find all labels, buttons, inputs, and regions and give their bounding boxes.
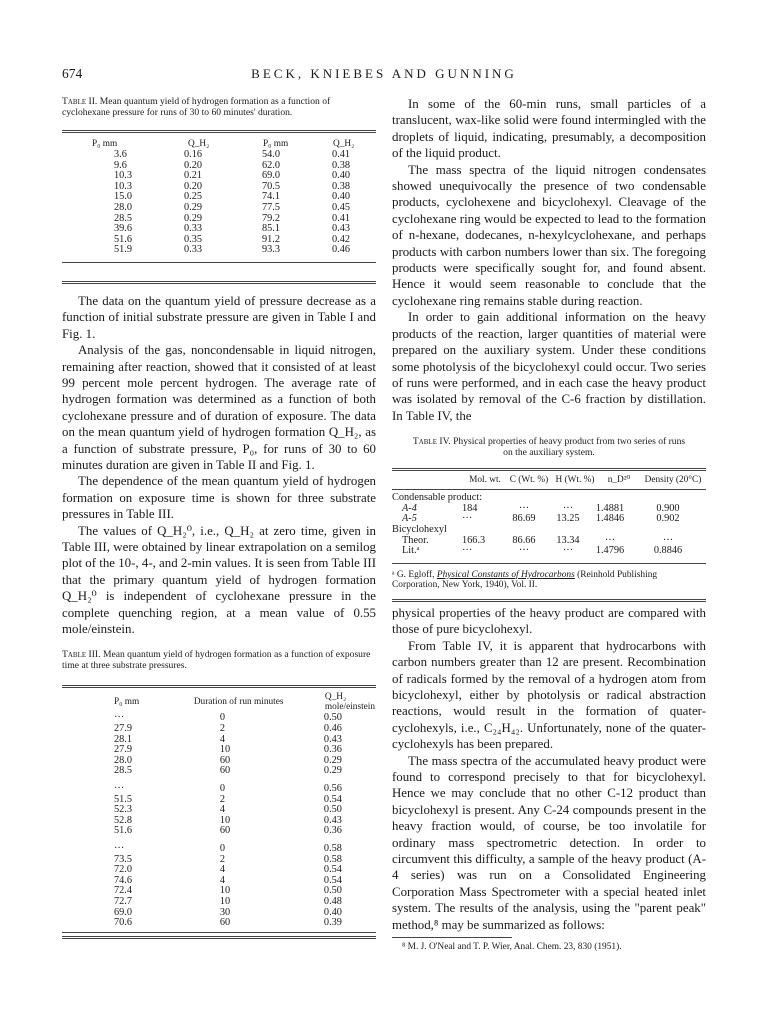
- table-row: [62, 245, 376, 256]
- table3-cell: 60: [219, 825, 231, 837]
- table3-cell: 0.36: [323, 744, 342, 756]
- table3-cell: 28.1: [114, 733, 133, 745]
- table2-cell: 0.20: [184, 159, 203, 171]
- table4-cell: 13.34: [556, 534, 580, 546]
- table2-cell: 0.38: [332, 180, 351, 192]
- table3-bottom-rule: [62, 932, 376, 933]
- table-row: [62, 918, 376, 929]
- table3-cell: 2: [219, 723, 225, 735]
- table4-header-row: [392, 474, 706, 486]
- table-row: [62, 150, 376, 161]
- table2-cell: 15.0: [114, 191, 133, 203]
- paragraph: physical properties of the heavy product are compared with those of pure bicyclohexyl.: [392, 605, 706, 637]
- table4-header: H (Wt. %): [555, 475, 595, 486]
- table3-cell: 52.3: [114, 804, 133, 816]
- table2-cell: 93.3: [262, 244, 281, 256]
- right-column: [392, 96, 706, 953]
- table3-cell: 4: [219, 804, 225, 816]
- table3-cell: 4: [219, 874, 225, 886]
- table2-body: [62, 150, 376, 256]
- running-head: BECK, KNIEBES AND GUNNING: [251, 66, 517, 81]
- table2-cell: 0.40: [332, 170, 351, 182]
- table2-cell: 0.41: [332, 149, 351, 160]
- column-rule: [62, 281, 376, 284]
- table2-cell: 74.1: [262, 191, 281, 203]
- table4-cell: 184: [462, 502, 478, 514]
- paragraph: The values of Q_H₂⁰, i.e., Q_H₂ at zero time, given in Table III, were obtained by linear extrapolation on a semilog plot of the 10-, 4-, and 2-min values. It is seen from Table III that the primary quantum yield of hydrogen formation Q_H₂⁰ is independent of cyclohexane pressure in the complete quenching region, at a mean value of 0.55 mole/einstein.: [62, 523, 376, 637]
- table3-cell: 0.40: [323, 906, 342, 918]
- table4-cell: 1.4881: [595, 502, 625, 514]
- paragraph: In some of the 60-min runs, small particles of a translucent, wax-like solid were found intermingled with the droplets of liquid, indicating, presumably, a decomposition of the liquid product.: [392, 97, 706, 161]
- table3-cell: 0.36: [323, 825, 342, 837]
- table2-cell: 91.2: [262, 233, 281, 245]
- table4-end-rule: [392, 599, 706, 602]
- table4-cell: ···: [604, 534, 616, 546]
- table-row: [62, 203, 376, 214]
- table4-cell: ···: [518, 502, 530, 514]
- table3-caption: [62, 649, 376, 671]
- table2-label: Table II.: [62, 96, 98, 107]
- table3-cell: 0.56: [323, 783, 342, 795]
- table3-cell: 51.5: [114, 793, 133, 805]
- table3-cell: 0.48: [323, 895, 342, 907]
- table4-section-label: Bicyclohexyl: [392, 523, 447, 535]
- table3-cell: 0.46: [323, 723, 342, 735]
- table4-cell: ···: [518, 545, 530, 557]
- table3-cell: 0.50: [323, 804, 342, 816]
- table4-label: Table IV.: [412, 436, 451, 448]
- table2-cell: 39.6: [114, 223, 133, 235]
- table3-cell: 10: [219, 895, 231, 907]
- table4-cell: 166.3: [462, 534, 486, 546]
- table4-cell: ···: [562, 545, 574, 557]
- table3-cell: 0.54: [323, 793, 342, 805]
- table3-cell: 2: [219, 793, 225, 805]
- table3-cell: 0.58: [323, 843, 342, 854]
- table2-cell: 0.45: [332, 201, 351, 213]
- table4-caption: [392, 436, 706, 458]
- table3-cell: 60: [219, 917, 231, 929]
- table4-cell: 13.25: [556, 513, 580, 525]
- table2-cell: 79.2: [262, 212, 281, 224]
- table4-bottom-rule: [392, 563, 706, 564]
- table3-cell: 10: [219, 814, 231, 826]
- table3-cell: 60: [219, 754, 231, 766]
- table3-cell: 4: [219, 864, 225, 876]
- table4-header: C (Wt. %): [509, 475, 549, 486]
- paragraph: In order to gain additional information on the heavy products of the reaction, larger quantities of material were prepared on the auxiliary system. Under these conditions some photolysis of the bicyclohexyl could occur. Two series of runs were performed, and in each case the heavy product was isolated by removal of the C-6 fraction by distillation. In Table IV, the: [392, 310, 706, 423]
- table4-header: Mol. wt.: [469, 475, 501, 486]
- table2-cell: 51.6: [114, 233, 133, 245]
- table-row: [392, 546, 706, 557]
- table2-cell: 85.1: [262, 223, 281, 235]
- table4-body-table: [392, 493, 706, 557]
- table4-cell: ···: [562, 502, 574, 514]
- table-row: [62, 826, 376, 837]
- table3-cell: ···: [114, 783, 125, 795]
- table4-cell: 0.900: [656, 502, 680, 514]
- table2-header: Q_H₂: [188, 139, 210, 149]
- table3-cell: 72.4: [114, 885, 133, 897]
- table-row: [62, 182, 376, 193]
- table3-label: Table III.: [62, 649, 101, 661]
- table3-cell: 51.6: [114, 825, 133, 837]
- table-row: [62, 224, 376, 235]
- table-row: [62, 235, 376, 246]
- table2-cell: 0.20: [184, 180, 203, 192]
- table4-footnote: ᵃ G. Egloff, Physical Constants of Hydrocarbons (Reinhold Publishing Corporation, New York, 1940), Vol. II.: [392, 569, 658, 591]
- table2-cell: 69.0: [262, 170, 281, 182]
- table3-header: Duration of run minutes: [193, 697, 284, 708]
- table4-cell: A-4: [402, 502, 417, 514]
- table3-cell: 0: [219, 843, 225, 854]
- table-row: [62, 214, 376, 225]
- table3-cell: 74.6: [114, 874, 133, 886]
- paragraph: The data on the quantum yield of pressure decrease as a function of initial substrate pressure are given in Table I and Fig. 1.: [62, 293, 376, 341]
- table3-cell: 0.50: [323, 712, 342, 724]
- table2: [62, 138, 376, 256]
- table2-cell: 0.16: [184, 149, 203, 160]
- table3-caption-text: Mean quantum yield of hydrogen formation as a function of exposure time at three substrate pressures.: [62, 649, 371, 672]
- page-number: 674: [62, 66, 83, 81]
- table2-header: Q_H₂: [333, 139, 355, 149]
- table2-cell: 0.43: [332, 223, 351, 235]
- table3-cell: 10: [219, 885, 231, 897]
- table2-cell: 0.42: [332, 233, 351, 245]
- table4-cell: 1.4796: [595, 545, 625, 557]
- table4-header: Density (20°C): [644, 475, 702, 486]
- paragraph: Analysis of the gas, noncondensable in liquid nitrogen, remaining after reaction, showed that it consisted of at least 99 percent mole percent hydrogen. The average rate of hydrogen formation was determined as a function of both cyclohexane pressure and of duration of exposure. The data on the mean quantum yield of hydrogen formation Q_H₂, as a function of substrate pressure, P₀, for runs of 30 to 60 minutes duration are given in Table II and Fig. 1.: [62, 343, 376, 472]
- table3-cell: 60: [219, 765, 231, 777]
- table4-header-stub: [392, 474, 464, 486]
- table3-cell: 0.54: [323, 874, 342, 886]
- column-bottom-rule: [62, 936, 376, 939]
- table2-cell: 51.9: [114, 244, 133, 256]
- table2-cell: 0.21: [184, 170, 203, 182]
- table2-bottom-rule: [62, 262, 376, 263]
- table-row: [62, 171, 376, 182]
- table2-cell: 0.33: [184, 244, 203, 256]
- table2-cell: 10.3: [114, 180, 133, 192]
- table4-section-label: Condensable product:: [392, 492, 483, 504]
- table3-cell: 72.0: [114, 864, 133, 876]
- table2-cell: 9.6: [114, 159, 127, 171]
- paragraph: From Table IV, it is apparent that hydrocarbons with carbon numbers greater than 12 are present. Recombination of radicals formed by the removal of a hydrogen atom from bicyclohexyl, either by photolysis or radical abstraction reactions, would result in the formation of quater-cyclohexyls, i.e., C₂₄H₄₂. Unfortunately, none of the quater-cyclohexyls has been prepared.: [392, 638, 706, 752]
- left-body-text: [62, 293, 376, 638]
- table4-header: n_D²⁰: [607, 475, 631, 486]
- table2-cell: 3.6: [114, 149, 127, 160]
- right-body-text: [392, 605, 706, 933]
- left-column: [62, 96, 376, 939]
- table3-cell: 0.54: [323, 864, 342, 876]
- table3-cell: 0: [219, 712, 225, 724]
- paragraph: The dependence of the mean quantum yield of hydrogen formation on exposure time is shown for three substrate pressures in Table III.: [62, 474, 376, 522]
- table3-cell: 30: [219, 906, 231, 918]
- table4-cell: 86.66: [512, 534, 536, 546]
- table2-cell: 62.0: [262, 159, 281, 171]
- footnote-8: ⁸ M. J. O'Neal and T. P. Wier, Anal. Chem. 23, 830 (1951).: [402, 942, 622, 952]
- table4-header-rule: [392, 489, 706, 490]
- table3-cell: 73.5: [114, 853, 133, 865]
- table3-body: [62, 713, 376, 928]
- table3: [62, 691, 376, 928]
- table4-cell: A-5: [402, 513, 417, 525]
- table4-cell: ···: [462, 513, 473, 525]
- table2-cell: 10.3: [114, 170, 133, 182]
- table2-cell: 28.5: [114, 212, 133, 224]
- table2-header-row: [62, 138, 376, 150]
- table3-header-row: [62, 691, 376, 713]
- table3-cell: 0.29: [323, 754, 342, 766]
- table3-cell: 27.9: [114, 744, 133, 756]
- table4: [392, 474, 706, 486]
- table2-cell: 0.40: [332, 191, 351, 203]
- table2-top-rule: [62, 130, 376, 133]
- table3-cell: 27.9: [114, 723, 133, 735]
- table3-cell: 28.0: [114, 754, 133, 766]
- table3-cell: 10: [219, 744, 231, 756]
- table-row: [62, 192, 376, 203]
- table3-cell: 52.8: [114, 814, 133, 826]
- table4-cell: ···: [462, 545, 473, 557]
- table2-cell: 54.0: [262, 149, 281, 160]
- table2-cell: 0.33: [184, 223, 203, 235]
- table2-cell: 0.46: [332, 244, 351, 256]
- table2-caption: [62, 96, 376, 118]
- table2-cell: 0.25: [184, 191, 203, 203]
- table3-cell: 70.6: [114, 917, 133, 929]
- paragraph: The mass spectra of the accumulated heavy product were found to correspond precisely to that for bicyclohexyl. Hence we may conclude that no other C-12 product than bicyclohexyl is present. Any C-24 compounds present in the heavy fraction would, of course, be too involatile for ordinary mass spectrometric detection. In order to circumvent this difficulty, a sample of the heavy product (A-4 series) was run on a Consolidated Engineering Corporation Mass Spectrometer with a special heated inlet system. The results of the analysis, using the "parent peak" method,⁸ may be summarized as follows:: [392, 753, 706, 932]
- table2-header: P₀ mm: [92, 139, 118, 149]
- table3-cell: 0.43: [323, 814, 342, 826]
- table4-cell: 0.902: [656, 513, 680, 525]
- table-row: [62, 766, 376, 777]
- paragraph: The mass spectra of the liquid nitrogen condensates showed unequivocally the presence of two condensable products, cyclohexene and bicyclohexyl. Cleavage of the cyclohexane ring would be expected to lead to the formation of n-hexane, dodecanes, n-hexylcyclohexane, and perhaps products with carbon numbers lower than six. The foregoing products were specifically sought for, and found absent. Hence it would seem reasonable to conclude that the cyclohexane ring remains stable during reaction.: [392, 162, 706, 308]
- table2-cell: 28.0: [114, 201, 133, 213]
- table3-header: Q_H₂ mole/einstein: [324, 692, 376, 713]
- table3-cell: 2: [219, 853, 225, 865]
- table4-top-rule: [392, 468, 706, 471]
- table3-header: P₀ mm: [114, 697, 140, 708]
- table3-cell: ···: [114, 712, 125, 724]
- table2-cell: 0.29: [184, 212, 203, 224]
- table2-cell: 70.5: [262, 180, 281, 192]
- table2-cell: 77.5: [262, 201, 281, 213]
- table-row: [392, 525, 706, 536]
- table3-cell: 4: [219, 733, 225, 745]
- table2-caption-text: Mean quantum yield of hydrogen formation as a function of cyclohexane pressure for runs of 30 to 60 minutes' duration.: [62, 96, 331, 118]
- table2-cell: 0.38: [332, 159, 351, 171]
- table2-cell: 0.35: [184, 233, 203, 245]
- table2-header: P₀ mm: [263, 139, 289, 149]
- table3-cell: 0: [219, 783, 225, 795]
- table4-cell: 1.4846: [595, 513, 625, 525]
- table3-cell: ···: [114, 843, 125, 854]
- table4-cell: 0.8846: [653, 545, 683, 557]
- table3-cell: 69.0: [114, 906, 133, 918]
- table2-cell: 0.29: [184, 201, 203, 213]
- footnote-rule: [392, 937, 512, 938]
- table-row: [62, 161, 376, 172]
- table3-cell: 0.58: [323, 853, 342, 865]
- table4-caption-text: Physical properties of heavy product from two series of runs on the auxiliary system.: [453, 436, 686, 459]
- table2-cell: 0.41: [332, 212, 351, 224]
- table4-cell: Lit.ᵃ: [402, 545, 420, 557]
- table3-cell: 72.7: [114, 895, 133, 907]
- table3-cell: 0.43: [323, 733, 342, 745]
- table3-top-rule: [62, 685, 376, 688]
- table4-cell: 86.69: [512, 513, 536, 525]
- table3-cell: 0.50: [323, 885, 342, 897]
- table3-cell: 0.29: [323, 765, 342, 777]
- table-row: [62, 844, 376, 855]
- table4-cell: Theor.: [402, 534, 429, 546]
- table-row: [62, 897, 376, 908]
- table3-cell: 28.5: [114, 765, 133, 777]
- table4-cell: ···: [662, 534, 674, 546]
- table3-cell: 0.39: [323, 917, 342, 929]
